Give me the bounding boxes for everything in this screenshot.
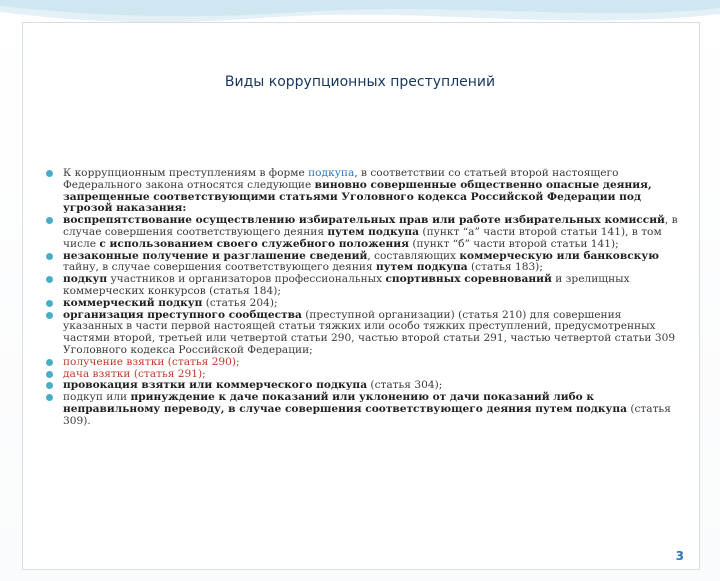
bold-text: путем подкупа [327, 225, 420, 238]
list-item [44, 392, 684, 427]
item-text: , составляющих [367, 249, 460, 262]
item-text: (пункт “б” части второй статьи 141); [408, 237, 619, 250]
bold-text: виновно совершенные общественно опасные деяния, запрещенные соответствующими статьями Уголовного кодекса Российской Федерации под угрозой наказания: [63, 178, 652, 215]
bullet-icon [46, 276, 53, 283]
highlighted-text: дача взятки (статья 291); [63, 367, 206, 380]
item-text: участников и организаторов профессиональных [107, 273, 386, 286]
bullet-icon [46, 312, 53, 319]
page-number: 3 [675, 549, 684, 563]
item-text: (преступной организации) (статья 210) для совершения указанных в части первой настоящей статьи тяжких или особо тяжких преступлений, предусмотренных частями второй, третьей или четвертой статьи 290, частью второй статьи 291, частью четвертой статьи 309 Уголовного кодекса Российской Федерации; [63, 308, 676, 356]
bold-text: незаконные получение и разглашение сведений [63, 249, 368, 262]
crime-list [44, 168, 684, 428]
item-text: (статья 309). [63, 402, 671, 427]
slide-title: Виды коррупционных преступлений [224, 74, 496, 90]
bold-text: спортивных соревнований [385, 273, 552, 286]
bullet-icon [46, 382, 53, 389]
bold-text: с использованием своего служебного положения [99, 237, 409, 250]
item-text: , в соответствии со статьей второй настоящего Федерального закона относятся следующие [63, 167, 619, 191]
bullet-icon [46, 371, 53, 378]
list-item [44, 251, 684, 275]
bullet-icon [46, 217, 53, 224]
item-text: К коррупционным преступлениям в форме [63, 167, 309, 179]
link-text: подкупа [308, 167, 355, 179]
list-item [44, 274, 684, 298]
list-item [44, 168, 684, 215]
bold-text: коммерческую или банковскую [459, 249, 659, 262]
bullet-icon [46, 359, 53, 366]
bold-text: путем подкупа [376, 261, 468, 274]
bold-text: организация преступного сообщества [63, 308, 302, 321]
highlighted-text: получение взятки (статья 290); [63, 355, 240, 368]
bold-text: провокация взятки или коммерческого подкупа [63, 379, 368, 392]
bullet-icon [46, 394, 53, 401]
item-text: и зрелищных коммерческих конкурсов (статья 184); [63, 273, 630, 297]
item-text: (статья 183); [467, 261, 543, 274]
bold-text: подкуп [63, 273, 108, 286]
bold-text: воспрепятствование осуществлению избирательных прав или работе избирательных комиссий [63, 214, 665, 227]
item-text: (пункт “а” части второй статьи 141), в том числе [63, 225, 662, 250]
item-text: , в случае совершения соответствующего деяния [63, 214, 678, 238]
list-item [44, 215, 684, 250]
bold-text: принуждение к даче показаний или уклонению от дачи показаний либо к неправильному переводу, в случае совершения соответствующего деяния путем подкупа [63, 391, 627, 415]
bold-text: коммерческий подкуп [63, 296, 203, 309]
bullet-icon [46, 300, 53, 307]
bullet-icon [46, 170, 53, 177]
bullet-icon [46, 253, 53, 260]
item-text: подкуп или [63, 391, 131, 404]
list-item [44, 310, 684, 357]
item-text: (статья 304); [367, 379, 443, 392]
item-text: (статья 204); [202, 296, 278, 309]
item-text: тайну, в случае совершения соответствующего деяния [63, 261, 376, 274]
